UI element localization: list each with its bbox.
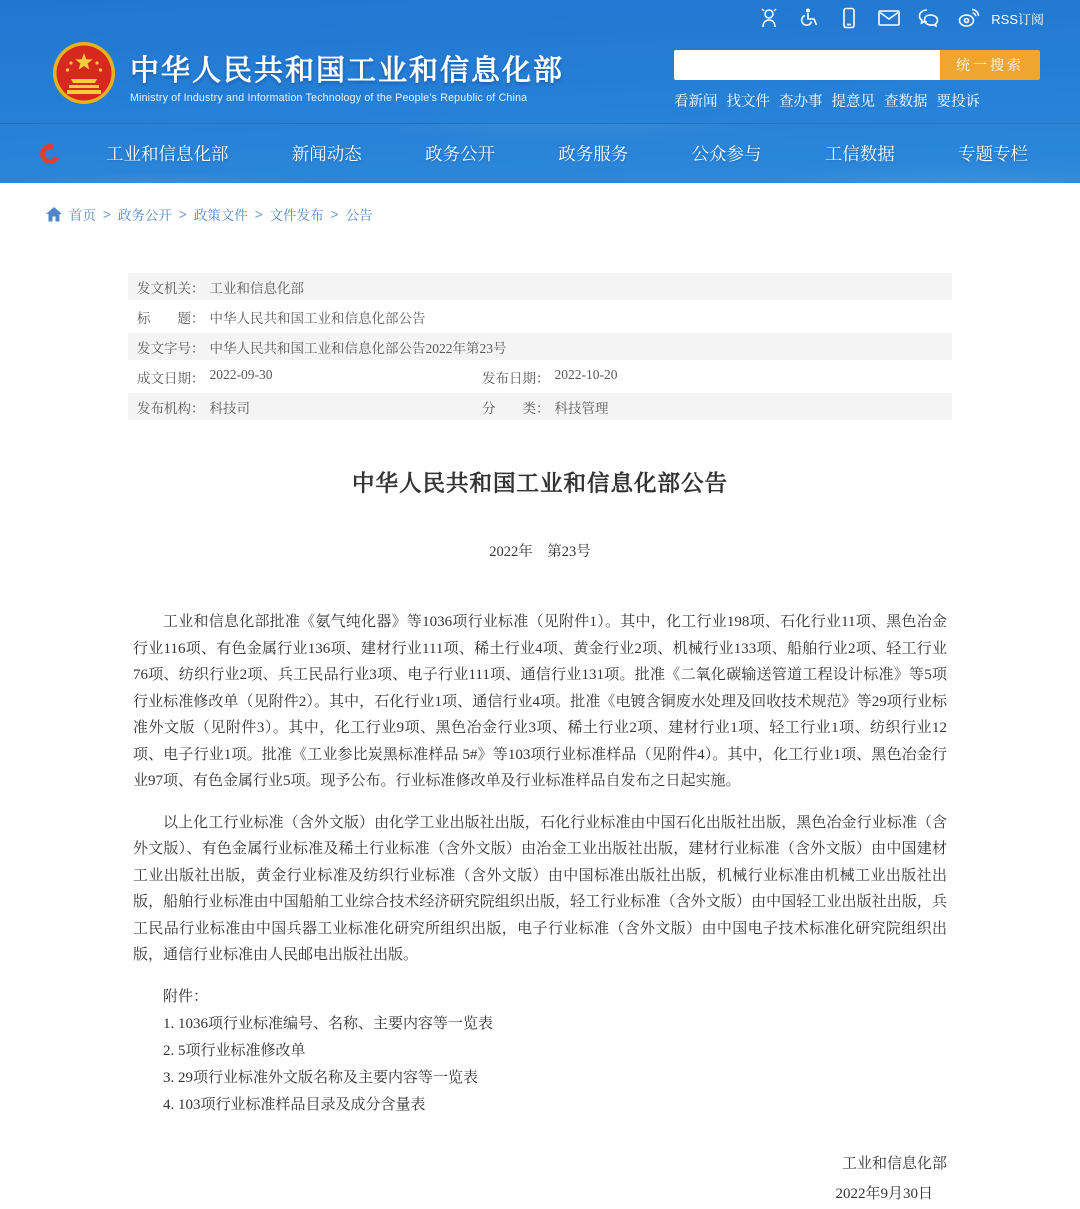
meta-row [128, 363, 952, 390]
searchbar [674, 50, 1040, 80]
search-button[interactable]: 统一搜索 [940, 50, 1040, 80]
nav-item-5[interactable]: 工信数据 [824, 144, 895, 164]
meta-value: 2022-10-20 [554, 366, 618, 382]
breadcrumb-item-0[interactable]: 首页 [69, 208, 96, 223]
doc-body [133, 609, 947, 969]
nav-logo-icon [36, 140, 64, 168]
meta-label: 发布机构： [137, 400, 205, 416]
meta-value: 工业和信息化部 [209, 280, 304, 296]
meta-cell [128, 397, 473, 417]
header-right [674, 40, 1040, 111]
quick-link-4[interactable]: 查数据 [884, 94, 928, 110]
meta-label: 分 类： [482, 400, 550, 416]
meta-label: 成文日期： [137, 370, 205, 386]
doc-meta-table [128, 273, 952, 420]
attachments-heading: 附件： [163, 988, 209, 1005]
meta-cell [473, 367, 952, 387]
mobile-icon[interactable] [837, 6, 861, 30]
meta-label: 标 题： [137, 310, 205, 326]
signature-date: 2022年9月30日 [835, 1185, 933, 1202]
site-header [0, 36, 1080, 123]
quick-link-5[interactable]: 要投诉 [936, 94, 980, 110]
meta-value: 2022-09-30 [209, 366, 273, 382]
quick-link-0[interactable]: 看新闻 [674, 94, 718, 110]
signature [133, 1149, 947, 1209]
meta-value: 中华人民共和国工业和信息化部公告2022年第23号 [209, 340, 507, 356]
meta-cell [128, 367, 473, 387]
nav-item-0[interactable]: 工业和信息化部 [106, 144, 229, 164]
attachments [133, 984, 947, 1119]
search-input[interactable] [674, 50, 940, 80]
rss-link[interactable]: RSS订阅 [991, 11, 1044, 27]
main-nav [0, 123, 1080, 183]
meta-label: 发文机关： [137, 280, 205, 296]
masthead [0, 0, 1080, 183]
meta-row [128, 333, 952, 360]
topbar [0, 0, 1080, 36]
meta-row [128, 303, 952, 330]
accessibility-icon[interactable] [797, 6, 821, 30]
breadcrumb-item-1[interactable]: 政务公开 [117, 208, 172, 223]
meta-cell [128, 277, 952, 297]
nav-item-4[interactable]: 公众参与 [691, 144, 762, 164]
paragraph-1: 以上化工行业标准（含外文版）由化学工业出版社出版，石化行业标准由中国石化出版社出版，黑色冶金行业标准（含外文版）、有色金属行业标准及稀土行业标准（含外文版）由冶金工业出版社出版，建材行业标准（含外文版）由中国建材工业出版社出版，黄金行业标准及纺织行业标准（含外文版）由中国标准出版社出版，机械行业标准由机械工业出版社出版，船舶行业标准由中国船舶工业综合技术经济研究院组织出版，轻工行业标准（含外文版）由中国轻工业出版社出版，兵工民品行业标准由中国兵器工业标准化研究所组织出版，电子行业标准（含外文版）由中国电子技术标准化研究院组织出版，通信行业标准由人民邮电出版社出版。 [133, 814, 947, 963]
national-emblem-icon [52, 41, 116, 110]
attachment-item-0: 1. 1036项行业标准编号、名称、主要内容等一览表 [163, 1015, 494, 1032]
home-icon[interactable] [46, 207, 62, 222]
site-subtitle: Ministry of Industry and Information Technology of the People's Republic of China [130, 91, 528, 104]
meta-cell [128, 337, 952, 357]
meta-value: 科技司 [209, 400, 250, 416]
signature-org: 工业和信息化部 [841, 1155, 947, 1172]
quick-link-1[interactable]: 找文件 [726, 94, 770, 110]
brand [52, 40, 564, 111]
weibo-icon[interactable] [957, 6, 981, 30]
content [0, 204, 1080, 1209]
nav-item-3[interactable]: 政务服务 [558, 144, 629, 164]
quick-link-2[interactable]: 查办事 [779, 94, 823, 110]
wechat-icon[interactable] [917, 6, 941, 30]
breadcrumb-separator: > [254, 206, 263, 222]
meta-label: 发文字号： [137, 340, 205, 356]
meta-row [128, 393, 952, 420]
meta-value: 科技管理 [554, 400, 609, 416]
attachment-item-3: 4. 103项行业标准样品目录及成分含量表 [163, 1096, 426, 1113]
paragraph-0: 工业和信息化部批准《氨气纯化器》等1036项行业标准（见附件1）。其中，化工行业198项、石化行业11项、黑色冶金行业116项、有色金属行业136项、建材行业111项、稀土行业4项、黄金行业2项、机械行业133项、船舶行业2项、轻工行业76项、纺织行业2项、兵工民品行业3项、电子行业111项、通信行业131项。批准《二氧化碳输送管道工程设计标准》等5项行业标准修改单（见附件2）。其中，石化行业1项、通信行业4项。批准《电镀含铜废水处理及回收技术规范》等29项行业标准外文版（见附件3）。其中，化工行业9项、黑色冶金行业3项、稀土行业2项、建材行业1项、轻工行业1项、纺织行业12项、电子行业1项。批准《工业参比炭黑标准样品 5#》等103项行业标准样品（见附件4）。其中，化工行业1项、黑色冶金行业97项、有色金属行业5项。现予公布。行业标准修改单及行业标准样品自发布之日起实施。 [133, 614, 947, 789]
attachment-item-2: 3. 29项行业标准外文版名称及主要内容等一览表 [163, 1069, 479, 1086]
breadcrumb [46, 204, 1080, 224]
nav-item-1[interactable]: 新闻动态 [291, 144, 362, 164]
site-title: 中华人民共和国工业和信息化部 [130, 54, 565, 87]
doc-title: 中华人民共和国工业和信息化部公告 [351, 471, 728, 496]
document [133, 466, 947, 1209]
doc-number: 2022年 第23号 [489, 544, 591, 560]
breadcrumb-separator: > [178, 206, 187, 222]
breadcrumb-item-3[interactable]: 文件发布 [269, 208, 324, 223]
meta-label: 发布日期： [482, 370, 550, 386]
attachments-list [163, 1011, 947, 1119]
mascot-icon[interactable] [757, 6, 781, 30]
breadcrumb-item-4[interactable]: 公告 [345, 208, 373, 223]
breadcrumb-separator: > [103, 206, 111, 222]
breadcrumb-separator: > [330, 206, 339, 222]
nav-items [106, 141, 1028, 166]
nav-item-6[interactable]: 专题专栏 [958, 144, 1028, 164]
quick-link-3[interactable]: 提意见 [831, 94, 875, 110]
meta-value: 中华人民共和国工业和信息化部公告 [209, 310, 426, 326]
meta-row [128, 273, 952, 300]
meta-cell [128, 307, 952, 327]
meta-cell [473, 397, 952, 417]
attachment-item-1: 2. 5项行业标准修改单 [163, 1042, 306, 1059]
nav-item-2[interactable]: 政务公开 [425, 144, 495, 164]
mail-icon[interactable] [877, 6, 901, 30]
breadcrumb-item-2[interactable]: 政策文件 [193, 208, 248, 223]
quick-links [674, 90, 1040, 111]
